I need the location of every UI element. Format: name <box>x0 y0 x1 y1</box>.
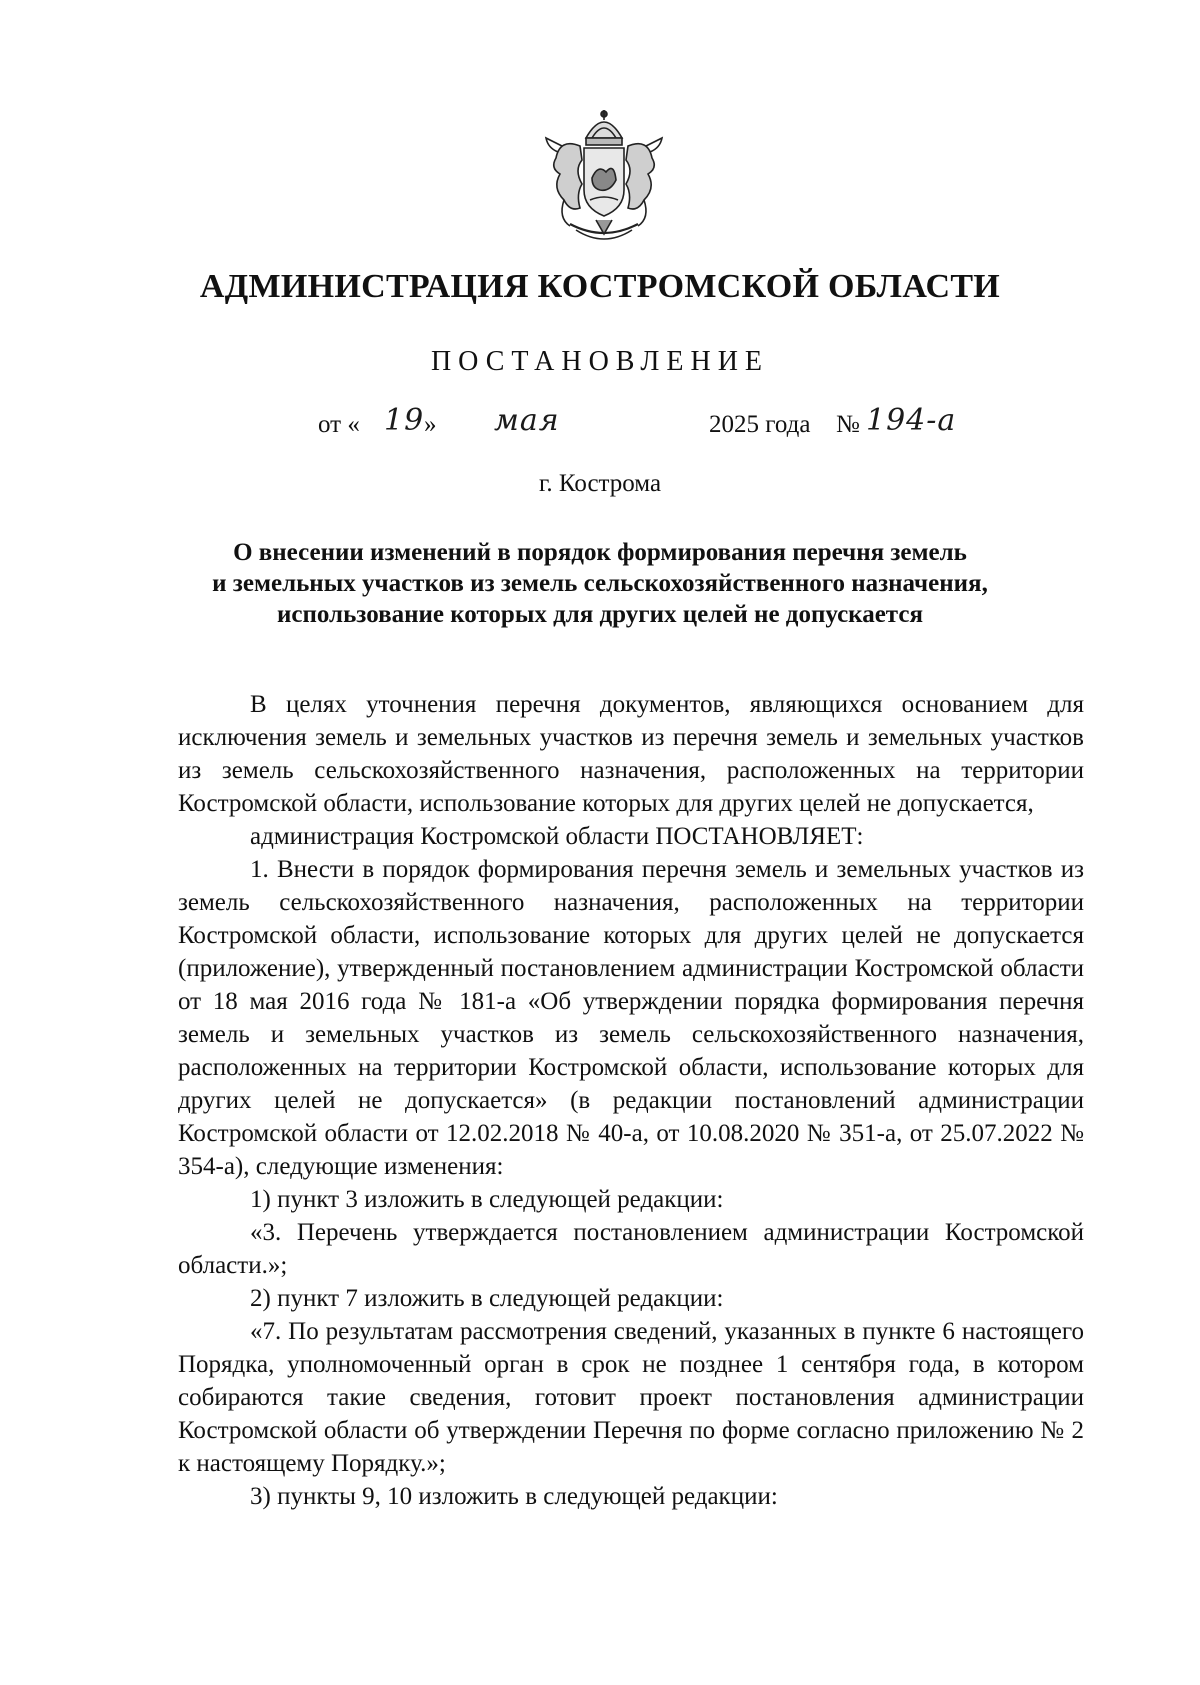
paragraph-subitem-2: 2) пункт 7 изложить в следующей редакции: <box>250 1285 724 1312</box>
document-type: ПОСТАНОВЛЕНИЕ <box>430 346 770 377</box>
coat-of-arms-icon <box>540 108 668 248</box>
paragraph-preamble: В целях уточнения перечня документов, являющихся основанием для исключения земель и земельных участков из перечня земель и земельных участков из земель сельскохозяйственного назначения, расположенных на территории Костромской области, использование которых для других целей не допускается, <box>178 691 1084 817</box>
paragraph-quote-3: «3. Перечень утверждается постановлением администрации Костромской области.»; <box>178 1219 1084 1279</box>
document-subject <box>170 537 1030 630</box>
subject-line: О внесении изменений в порядок формирования перечня земель <box>233 539 967 566</box>
date-day-handwritten: 19 <box>384 403 425 438</box>
date-year: 2025 года <box>709 411 811 438</box>
date-month-handwritten: мая <box>494 403 560 438</box>
subject-line: использование которых для других целей не допускается <box>276 601 924 628</box>
paragraph-resolves: администрация Костромской области ПОСТАНОВЛЯЕТ: <box>250 823 864 850</box>
paragraph-subitem-1: 1) пункт 3 изложить в следующей редакции: <box>250 1186 724 1213</box>
date-prefix: от « <box>318 411 360 438</box>
number-sign: № <box>836 411 860 438</box>
document-body <box>178 688 1084 1513</box>
organization-title: АДМИНИСТРАЦИЯ КОСТРОМСКОЙ ОБЛАСТИ <box>199 268 1001 305</box>
date-day-close: » <box>424 411 437 438</box>
subject-line: и земельных участков из земель сельскохозяйственного назначения, <box>212 570 988 597</box>
paragraph-quote-7: «7. По результатам рассмотрения сведений, указанных в пункте 6 настоящего Порядка, уполномоченный орган в срок не позднее 1 сентября года, в котором собираются такие сведения, готовит проект постановления администрации Костромской области об утверждении Перечня по форме согласно приложению № 2 к настоящему Порядку.»; <box>178 1318 1084 1477</box>
date-number-line <box>0 405 1200 453</box>
paragraph-subitem-3: 3) пункты 9, 10 изложить в следующей редакции: <box>250 1483 778 1510</box>
city-name: г. Кострома <box>538 470 662 497</box>
document-number-handwritten: 194-а <box>866 403 957 438</box>
paragraph-item-1: 1. Внести в порядок формирования перечня земель и земельных участков из земель сельскохозяйственного назначения, расположенных на территории Костромской области, использование которых для других целей не допускается (приложение), утвержденный постановлением администрации Костромской области от 18 мая 2016 года № 181-а «Об утверждении порядка формирования перечня земель и земельных участков из земель сельскохозяйственного назначения, расположенных на территории Костромской области, использование которых для других целей не допускается» (в редакции постановлений администрации Костромской области от 12.02.2018 № 40-а, от 10.08.2020 № 351-а, от 25.07.2022 № 354-а), следующие изменения: <box>178 856 1084 1180</box>
